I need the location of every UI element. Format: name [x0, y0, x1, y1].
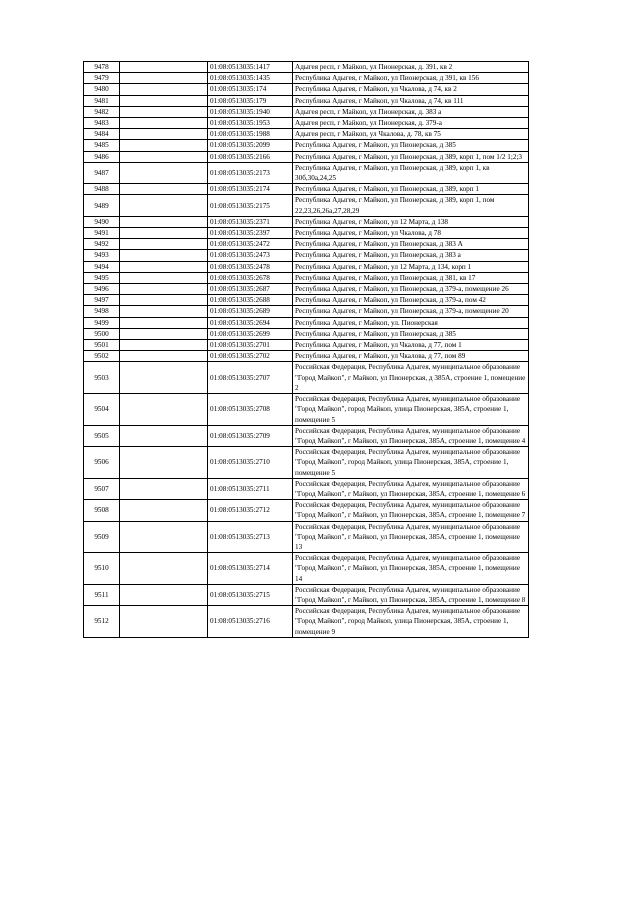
- address-cell: Российская Федерация, Республика Адыгея, муниципальное образование "Город Майкоп", г Майкоп, ул Пионерская, 385А, строение 1, помещение 13: [293, 521, 529, 553]
- owner-cell: [120, 129, 208, 140]
- table-row: [84, 606, 529, 638]
- cadastral-number-cell: 01:08:0513035:2694: [208, 317, 293, 328]
- table-row: [84, 250, 529, 261]
- cadastral-number-cell: 01:08:0513035:2715: [208, 584, 293, 605]
- owner-cell: [120, 250, 208, 261]
- address-cell: Российская Федерация, Республика Адыгея, муниципальное образование "Город Майкоп", г Майкоп, ул Пионерская, 385А, строение 1, помещение 8: [293, 584, 529, 605]
- cadastral-number-cell: 01:08:0513035:2175: [208, 195, 293, 216]
- address-cell: Российская Федерация, Республика Адыгея, муниципальное образование "Город Майкоп", г Майкоп, ул Пионерская, 385А, строение 1, помещение 4: [293, 425, 529, 446]
- owner-cell: [120, 284, 208, 295]
- table-row: [84, 84, 529, 95]
- cadastral-number-cell: 01:08:0513035:2473: [208, 250, 293, 261]
- row-number-cell: 9482: [84, 106, 120, 117]
- row-number-cell: 9504: [84, 394, 120, 426]
- address-cell: Республика Адыгея, г Майкоп, ул 12 Марта, д 138: [293, 216, 529, 227]
- cadastral-number-cell: 01:08:0513035:2713: [208, 521, 293, 553]
- owner-cell: [120, 239, 208, 250]
- row-number-cell: 9497: [84, 295, 120, 306]
- owner-cell: [120, 553, 208, 585]
- property-table: [83, 61, 529, 638]
- address-cell: Республика Адыгея, г Майкоп, ул. Пионерская: [293, 317, 529, 328]
- owner-cell: [120, 84, 208, 95]
- address-cell: Российская Федерация, Республика Адыгея, муниципальное образование "Город Майкоп", город Майкоп, улица Пионерская, 385А, строение 1, помещение 5: [293, 447, 529, 479]
- cadastral-number-cell: 01:08:0513035:2688: [208, 295, 293, 306]
- table-row: [84, 195, 529, 216]
- row-number-cell: 9494: [84, 261, 120, 272]
- address-cell: Российская Федерация, Республика Адыгея, муниципальное образование "Город Майкоп", г Майкоп, ул Пионерская, 385А, строение 1, помещение 6: [293, 478, 529, 499]
- owner-cell: [120, 521, 208, 553]
- row-number-cell: 9507: [84, 478, 120, 499]
- address-cell: Республика Адыгея, г Майкоп, ул Пионерская, д 389, корп 1, пом 1/2 1;2;3: [293, 151, 529, 162]
- cadastral-number-cell: 01:08:0513035:2702: [208, 351, 293, 362]
- table-row: [84, 106, 529, 117]
- cadastral-number-cell: 01:08:0513035:2099: [208, 140, 293, 151]
- table-row: [84, 239, 529, 250]
- owner-cell: [120, 272, 208, 283]
- owner-cell: [120, 394, 208, 426]
- table-row: [84, 151, 529, 162]
- cadastral-number-cell: 01:08:0513035:2397: [208, 228, 293, 239]
- table-row: [84, 362, 529, 394]
- owner-cell: [120, 95, 208, 106]
- table-row: [84, 284, 529, 295]
- address-cell: Российская Федерация, Республика Адыгея, муниципальное образование "Город Майкоп", город Майкоп, улица Пионерская, 385А, строение 1, помещение 5: [293, 394, 529, 426]
- address-cell: Республика Адыгея, г Майкоп, ул Пионерская, д 385: [293, 328, 529, 339]
- address-cell: Республика Адыгея, г Майкоп, ул Пионерская, д 385: [293, 140, 529, 151]
- row-number-cell: 9508: [84, 500, 120, 521]
- row-number-cell: 9501: [84, 340, 120, 351]
- owner-cell: [120, 317, 208, 328]
- table-row: [84, 272, 529, 283]
- cadastral-number-cell: 01:08:0513035:174: [208, 84, 293, 95]
- table-row: [84, 140, 529, 151]
- table-row: [84, 425, 529, 446]
- cadastral-number-cell: 01:08:0513035:2708: [208, 394, 293, 426]
- cadastral-number-cell: 01:08:0513035:1417: [208, 62, 293, 73]
- cadastral-number-cell: 01:08:0513035:2712: [208, 500, 293, 521]
- row-number-cell: 9485: [84, 140, 120, 151]
- row-number-cell: 9479: [84, 73, 120, 84]
- row-number-cell: 9511: [84, 584, 120, 605]
- cadastral-number-cell: 01:08:0513035:2716: [208, 606, 293, 638]
- owner-cell: [120, 62, 208, 73]
- table-row: [84, 584, 529, 605]
- owner-cell: [120, 140, 208, 151]
- cadastral-number-cell: 01:08:0513035:2710: [208, 447, 293, 479]
- owner-cell: [120, 447, 208, 479]
- cadastral-number-cell: 01:08:0513035:2701: [208, 340, 293, 351]
- row-number-cell: 9489: [84, 195, 120, 216]
- address-cell: Республика Адыгея, г Майкоп, ул Чкалова, д 77, пом 89: [293, 351, 529, 362]
- address-cell: Республика Адыгея, г Майкоп, ул Пионерская, д 389, корп 1, кв 30б,30а,24,25: [293, 162, 529, 183]
- row-number-cell: 9509: [84, 521, 120, 553]
- cadastral-number-cell: 01:08:0513035:1435: [208, 73, 293, 84]
- owner-cell: [120, 328, 208, 339]
- address-cell: Адыгея респ, г Майкоп, ул Пионерская, д. 391, кв 2: [293, 62, 529, 73]
- table-row: [84, 295, 529, 306]
- owner-cell: [120, 295, 208, 306]
- cadastral-number-cell: 01:08:0513035:2678: [208, 272, 293, 283]
- owner-cell: [120, 228, 208, 239]
- address-cell: Республика Адыгея, г Майкоп, ул Чкалова, д 74, кв 2: [293, 84, 529, 95]
- row-number-cell: 9503: [84, 362, 120, 394]
- table-row: [84, 351, 529, 362]
- address-cell: Российская Федерация, Республика Адыгея, муниципальное образование "Город Майкоп", город Майкоп, улица Пионерская, 385А, строение 1, помещение 9: [293, 606, 529, 638]
- owner-cell: [120, 584, 208, 605]
- owner-cell: [120, 362, 208, 394]
- row-number-cell: 9488: [84, 184, 120, 195]
- owner-cell: [120, 351, 208, 362]
- owner-cell: [120, 500, 208, 521]
- owner-cell: [120, 118, 208, 129]
- table-body: [84, 62, 529, 638]
- cadastral-number-cell: 01:08:0513035:2166: [208, 151, 293, 162]
- address-cell: Республика Адыгея, г Майкоп, ул Пионерская, д 379-а, помещение 20: [293, 306, 529, 317]
- cadastral-number-cell: 01:08:0513035:1940: [208, 106, 293, 117]
- owner-cell: [120, 606, 208, 638]
- owner-cell: [120, 195, 208, 216]
- table-row: [84, 306, 529, 317]
- address-cell: Республика Адыгея, г Майкоп, ул 12 Марта, д 134, корп 1: [293, 261, 529, 272]
- row-number-cell: 9480: [84, 84, 120, 95]
- table-row: [84, 394, 529, 426]
- address-cell: Республика Адыгея, г Майкоп, ул Пионерская, д 389, корп 1, пом 22,23,26,26а,27,28,29: [293, 195, 529, 216]
- row-number-cell: 9492: [84, 239, 120, 250]
- owner-cell: [120, 106, 208, 117]
- row-number-cell: 9500: [84, 328, 120, 339]
- cadastral-number-cell: 01:08:0513035:2687: [208, 284, 293, 295]
- cadastral-number-cell: 01:08:0513035:2689: [208, 306, 293, 317]
- cadastral-number-cell: 01:08:0513035:1953: [208, 118, 293, 129]
- row-number-cell: 9502: [84, 351, 120, 362]
- address-cell: Республика Адыгея, г Майкоп, ул Чкалова, д 78: [293, 228, 529, 239]
- cadastral-number-cell: 01:08:0513035:2478: [208, 261, 293, 272]
- row-number-cell: 9478: [84, 62, 120, 73]
- row-number-cell: 9505: [84, 425, 120, 446]
- table-row: [84, 162, 529, 183]
- row-number-cell: 9487: [84, 162, 120, 183]
- owner-cell: [120, 340, 208, 351]
- cadastral-number-cell: 01:08:0513035:2714: [208, 553, 293, 585]
- address-cell: Республика Адыгея, г Майкоп, ул Пионерская, д 379-а, пом 42: [293, 295, 529, 306]
- owner-cell: [120, 216, 208, 227]
- cadastral-number-cell: 01:08:0513035:2709: [208, 425, 293, 446]
- row-number-cell: 9498: [84, 306, 120, 317]
- table-row: [84, 500, 529, 521]
- table-row: [84, 216, 529, 227]
- cadastral-number-cell: 01:08:0513035:1988: [208, 129, 293, 140]
- owner-cell: [120, 425, 208, 446]
- table-row: [84, 328, 529, 339]
- owner-cell: [120, 151, 208, 162]
- address-cell: Республика Адыгея, г Майкоп, ул Пионерская, д 379-а, помещение 26: [293, 284, 529, 295]
- row-number-cell: 9495: [84, 272, 120, 283]
- owner-cell: [120, 261, 208, 272]
- address-cell: Адыгея респ, г Майкоп, ул Пионерская, д. 383 а: [293, 106, 529, 117]
- row-number-cell: 9481: [84, 95, 120, 106]
- address-cell: Российская Федерация, Республика Адыгея, муниципальное образование "Город Майкоп", г Майкоп, ул Пионерская, д 385А, строение 1, помещение 2: [293, 362, 529, 394]
- cadastral-number-cell: 01:08:0513035:2707: [208, 362, 293, 394]
- address-cell: Республика Адыгея, г Майкоп, ул Пионерская, д 389, корп 1: [293, 184, 529, 195]
- address-cell: Российская Федерация, Республика Адыгея, муниципальное образование "Город Майкоп", г Майкоп, ул Пионерская, 385А, строение 1, помещение 7: [293, 500, 529, 521]
- address-cell: Республика Адыгея, г Майкоп, ул Чкалова, д 74, кв 111: [293, 95, 529, 106]
- address-cell: Республика Адыгея, г Майкоп, ул Пионерская, д 391, кв 156: [293, 73, 529, 84]
- address-cell: Республика Адыгея, г Майкоп, ул Пионерская, д 383 А: [293, 239, 529, 250]
- row-number-cell: 9506: [84, 447, 120, 479]
- cadastral-number-cell: 01:08:0513035:2472: [208, 239, 293, 250]
- cadastral-number-cell: 01:08:0513035:2711: [208, 478, 293, 499]
- row-number-cell: 9493: [84, 250, 120, 261]
- row-number-cell: 9510: [84, 553, 120, 585]
- table-row: [84, 521, 529, 553]
- row-number-cell: 9496: [84, 284, 120, 295]
- address-cell: Адыгея респ, г Майкоп, ул Чкалова, д. 78, кв 75: [293, 129, 529, 140]
- table-row: [84, 95, 529, 106]
- table-row: [84, 317, 529, 328]
- row-number-cell: 9484: [84, 129, 120, 140]
- address-cell: Адыгея респ, г Майкоп, ул Пионерская, д. 379-а: [293, 118, 529, 129]
- cadastral-number-cell: 01:08:0513035:2371: [208, 216, 293, 227]
- table-row: [84, 261, 529, 272]
- row-number-cell: 9486: [84, 151, 120, 162]
- table-row: [84, 340, 529, 351]
- table-row: [84, 553, 529, 585]
- address-cell: Республика Адыгея, г Майкоп, ул Пионерская, д 381, кв 17: [293, 272, 529, 283]
- table-row: [84, 118, 529, 129]
- row-number-cell: 9499: [84, 317, 120, 328]
- table-row: [84, 447, 529, 479]
- row-number-cell: 9483: [84, 118, 120, 129]
- owner-cell: [120, 478, 208, 499]
- table-row: [84, 228, 529, 239]
- cadastral-number-cell: 01:08:0513035:2173: [208, 162, 293, 183]
- row-number-cell: 9490: [84, 216, 120, 227]
- owner-cell: [120, 306, 208, 317]
- table-row: [84, 129, 529, 140]
- cadastral-number-cell: 01:08:0513035:2699: [208, 328, 293, 339]
- table-row: [84, 478, 529, 499]
- table-row: [84, 62, 529, 73]
- row-number-cell: 9491: [84, 228, 120, 239]
- address-cell: Республика Адыгея, г Майкоп, ул Пионерская, д 383 а: [293, 250, 529, 261]
- address-cell: Российская Федерация, Республика Адыгея, муниципальное образование "Город Майкоп", г Майкоп, ул Пионерская, 385А, строение 1, помещение 14: [293, 553, 529, 585]
- table-row: [84, 184, 529, 195]
- owner-cell: [120, 184, 208, 195]
- row-number-cell: 9512: [84, 606, 120, 638]
- cadastral-number-cell: 01:08:0513035:2174: [208, 184, 293, 195]
- table-row: [84, 73, 529, 84]
- address-cell: Республика Адыгея, г Майкоп, ул Чкалова, д 77, пом 1: [293, 340, 529, 351]
- owner-cell: [120, 73, 208, 84]
- cadastral-number-cell: 01:08:0513035:179: [208, 95, 293, 106]
- owner-cell: [120, 162, 208, 183]
